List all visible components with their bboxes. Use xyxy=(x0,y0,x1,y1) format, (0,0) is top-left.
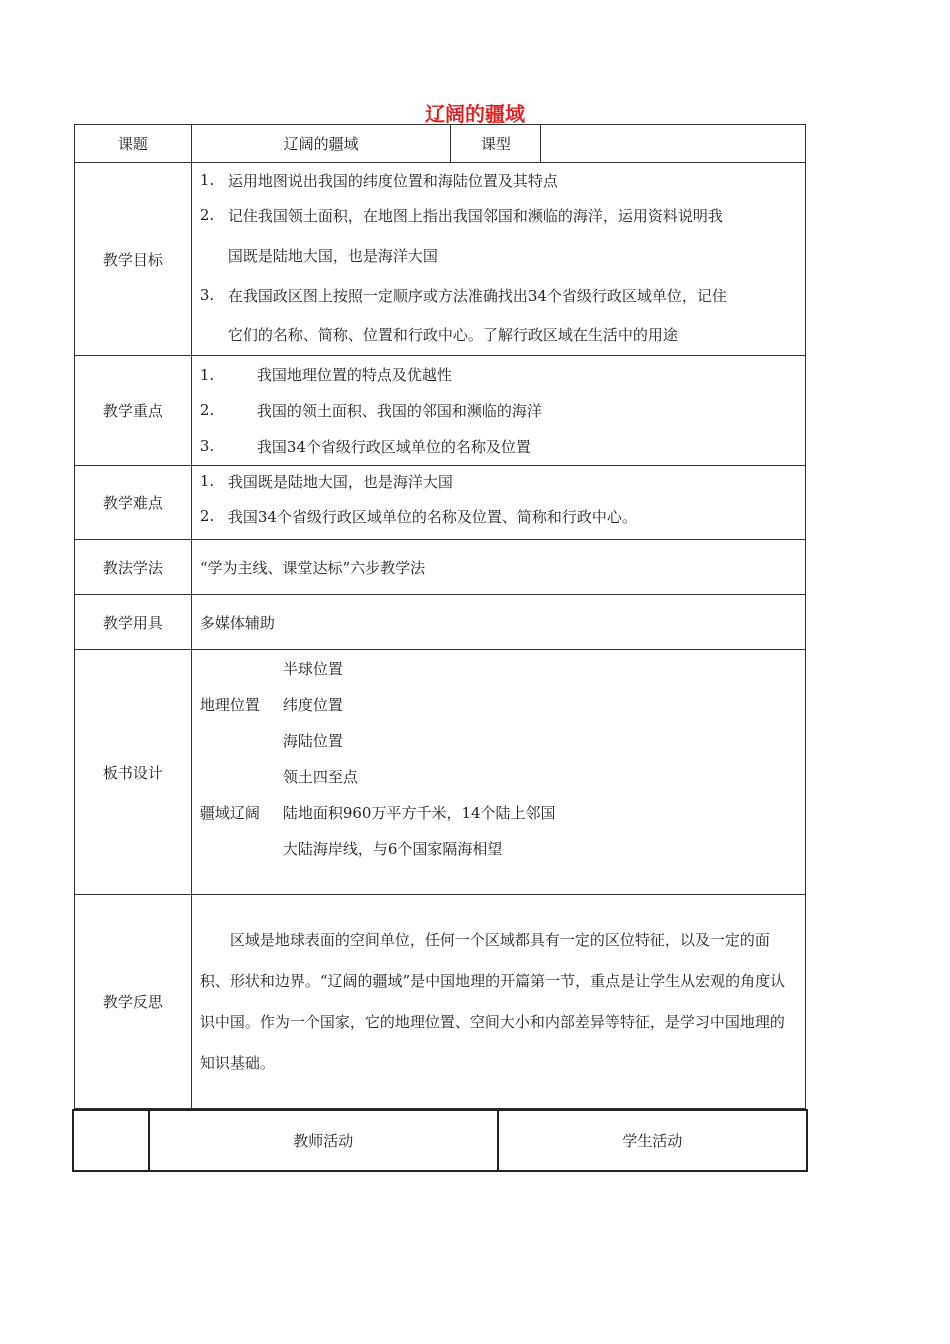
key-points-label: 教学重点 xyxy=(75,356,192,466)
board-line: 半球位置 xyxy=(282,659,343,678)
board-line: 地理位置 纬度位置 xyxy=(199,695,343,714)
tools-value: 多媒体辅助 xyxy=(191,595,805,650)
key-points-content xyxy=(191,356,805,466)
key-points-row xyxy=(75,356,806,466)
difficulty-item: 1. 我国既是陆地大国，也是海洋大国 xyxy=(199,472,453,491)
goal-item: 3. 在我国政区图上按照一定顺序或方法准确找出34个省级行政区域单位，记住 xyxy=(199,286,727,305)
method-label: 教法学法 xyxy=(75,540,192,595)
board-line: 疆域辽阔 陆地面积960万平方千米，14个陆上邻国 xyxy=(199,803,556,822)
reflection-row xyxy=(75,895,806,1109)
goals-label: 教学目标 xyxy=(75,163,192,356)
reflection-content xyxy=(191,895,805,1109)
topic-value: 辽阔的疆域 xyxy=(191,125,451,163)
reflection-text: 区域是地球表面的空间单位，任何一个区域都具有一定的区位特征，以及一定的面积、形状和边界。“辽阔的疆域”是中国地理的开篇第一节，重点是让学生从宏观的角度认识中国。作为一个国家，它的地理位置、空间大小和内部差异等特征，是学习中国地理的知识基础。 xyxy=(199,930,786,1072)
student-activity-header: 学生活动 xyxy=(498,1110,807,1171)
activities-blank-cell xyxy=(73,1110,149,1171)
goal-item-continued: 国既是陆地大国，也是海洋大国 xyxy=(227,246,438,265)
difficulties-row xyxy=(75,466,806,540)
key-point-item: 2. 我国的领土面积、我国的邻国和濒临的海洋 xyxy=(199,401,542,420)
tools-row xyxy=(75,595,806,650)
topic-row xyxy=(75,125,806,163)
goal-item: 2. 记住我国领土面积，在地图上指出我国邻国和濒临的海洋，运用资料说明我 xyxy=(199,206,723,225)
method-value: “学为主线、课堂达标”六步教学法 xyxy=(191,540,805,595)
goal-item-continued: 它们的名称、简称、位置和行政中心。了解行政区域在生活中的用途 xyxy=(227,325,678,344)
goals-content xyxy=(191,163,805,356)
difficulties-content xyxy=(191,466,805,540)
lesson-plan-table xyxy=(74,124,806,1109)
key-point-item: 1. 我国地理位置的特点及优越性 xyxy=(199,365,452,384)
board-label: 板书设计 xyxy=(75,650,192,895)
document-title: 辽阔的疆域 xyxy=(425,102,525,126)
board-row xyxy=(75,650,806,895)
teacher-activity-header: 教师活动 xyxy=(149,1110,498,1171)
tools-label: 教学用具 xyxy=(75,595,192,650)
board-line: 海陆位置 xyxy=(282,731,343,750)
goal-item: 1. 运用地图说出我国的纬度位置和海陆位置及其特点 xyxy=(199,171,558,190)
board-content xyxy=(191,650,805,895)
type-label: 课型 xyxy=(451,125,541,163)
difficulties-label: 教学难点 xyxy=(75,466,192,540)
activities-header-row xyxy=(73,1110,807,1171)
type-value xyxy=(541,125,806,163)
method-row xyxy=(75,540,806,595)
goals-row xyxy=(75,163,806,356)
difficulty-item: 2. 我国34个省级行政区域单位的名称及位置、简称和行政中心。 xyxy=(199,507,637,526)
reflection-label: 教学反思 xyxy=(75,895,192,1109)
board-line: 领土四至点 xyxy=(282,767,358,786)
activities-table xyxy=(72,1109,808,1172)
board-line: 大陆海岸线，与6个国家隔海相望 xyxy=(282,839,503,858)
topic-label: 课题 xyxy=(75,125,192,163)
key-point-item: 3. 我国34个省级行政区域单位的名称及位置 xyxy=(199,437,531,456)
